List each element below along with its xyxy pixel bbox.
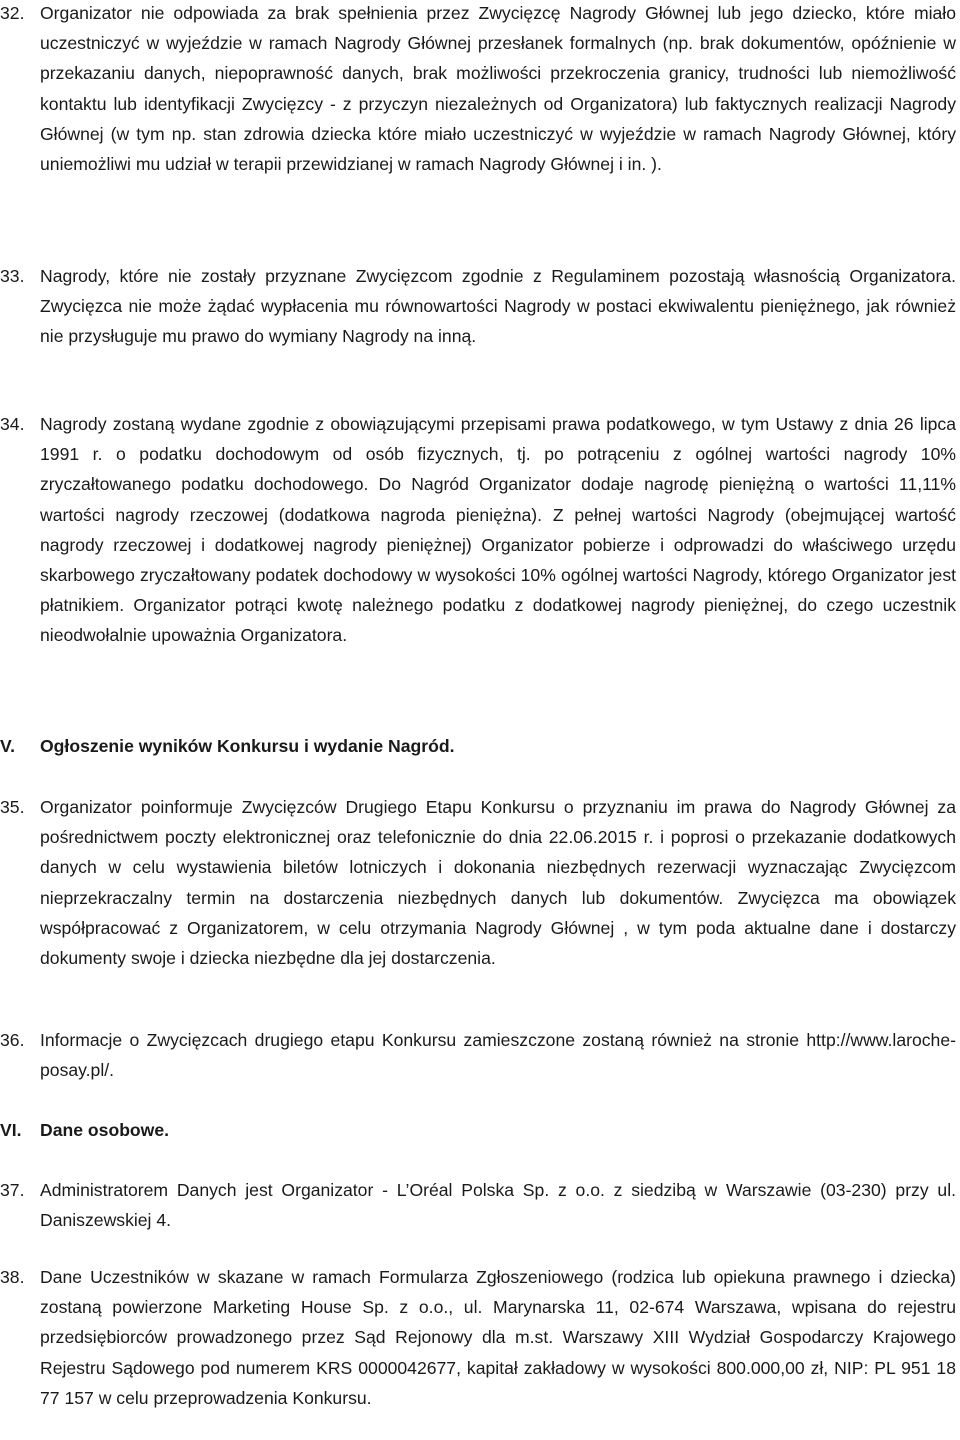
paragraph-number: 32.: [0, 3, 25, 23]
paragraph-number: 35.: [0, 797, 25, 817]
paragraph-text: Nagrody zostaną wydane zgodnie z obowiązującymi przepisami prawa podatkowego, w tym Ustawy z dnia 26 lipca 1991 r. o podatku dochodowym od osób fizycznych, tj. po potrąceniu z ogólnej wartości nagrody 10% zryczałtowanego podatku dochodowego. Do Nagród Organizator dodaje nagrodę pieniężną o wartości 11,11% wartości nagrody rzeczowej (dodatkowa nagroda pieniężna). Z pełnej wartości Nagrody (obejmującej wartość nagrody rzeczowej i dodatkowej nagrody pieniężnej) Organizator pobierze i odprowadzi do właściwego urzędu skarbowego zryczałtowany podatek dochodowy w wysokości 10% ogólnej wartości Nagrody, którego Organizator jest płatnikiem. Organizator potrąci kwotę należnego podatku z dodatkowej nagrody pieniężnej, do czego uczestnik nieodwołalnie upoważnia Organizatora.: [40, 414, 956, 646]
paragraph-number: 37.: [0, 1180, 25, 1200]
section-number: V.: [0, 736, 16, 756]
paragraph-number: 36.: [0, 1030, 25, 1050]
paragraph-number: 34.: [0, 414, 25, 434]
paragraph-text: Dane Uczestników w skazane w ramach Formularza Zgłoszeniowego (rodzica lub opiekuna prawnego i dziecka) zostaną powierzone Marketing House Sp. z o.o., ul. Marynarska 11, 02-674 Warszawa, wpisana do rejestru przedsiębiorców prowadzonego przez Sąd Rejonowy dla m.st. Warszawy XIII Wydział Gospodarczy Krajowego Rejestru Sądowego pod numerem KRS 0000042677, kapitał zakładowy w wysokości 800.000,00 zł, NIP: PL 951 18 77 157 w celu przeprowadzenia Konkursu.: [40, 1267, 956, 1408]
paragraph-38: [0, 1262, 956, 1413]
section-number: VI.: [0, 1120, 22, 1140]
paragraph-number: 38.: [0, 1267, 25, 1287]
paragraph-text: Informacje o Zwycięzcach drugiego etapu Konkursu zamieszczone zostaną również na stronie http://www.laroche-posay.pl/.: [40, 1030, 956, 1081]
paragraph-32: [0, 0, 956, 179]
section-heading-vi: [0, 1115, 956, 1145]
paragraph-text: Nagrody, które nie zostały przyznane Zwycięzcom zgodnie z Regulaminem pozostają własnością Organizatora. Zwycięzca nie może żądać wypłacenia mu równowartości Nagrody w postaci ekwiwalentu pieniężnego, jak również nie przysługuje mu prawo do wymiany Nagrody na inną.: [40, 266, 956, 347]
paragraph-text: Organizator nie odpowiada za brak spełnienia przez Zwycięzcę Nagrody Głównej lub jego dziecko, które miało uczestniczyć w wyjeździe w ramach Nagrody Głównej przesłanek formalnych (np. brak dokumentów, opóźnienie w przekazaniu danych, niepoprawność danych, brak możliwości przekroczenia granicy, trudności lub niemożliwość kontaktu lub identyfikacji Zwycięzcy - z przyczyn niezależnych od Organizatora) lub faktycznych realizacji Nagrody Głównej (w tym np. stan zdrowia dziecka które miało uczestniczyć w wyjeździe w ramach Nagrody Głównej, który uniemożliwi mu udział w terapii przewidzianej w ramach Nagrody Głównej i in. ).: [40, 3, 956, 175]
paragraph-35: [0, 792, 956, 973]
paragraph-number: 33.: [0, 266, 25, 286]
paragraph-text: Organizator poinformuje Zwycięzców Drugiego Etapu Konkursu o przyznaniu im prawa do Nagrody Głównej za pośrednictwem poczty elektronicznej oraz telefonicznie do dnia 22.06.2015 r. i poprosi o przekazanie dodatkowych danych w celu wystawienia biletów lotniczych i dokonania niezbędnych rezerwacji wyznaczając Zwycięzcom nieprzekraczalny termin na dostarczenia niezbędnych danych lub dokumentów. Zwycięzca ma obowiązek współpracować z Organizatorem, w celu otrzymania Nagrody Głównej , w tym poda aktualne dane i dostarczy dokumenty swoje i dziecka niezbędne dla jej dostarczenia.: [40, 797, 956, 969]
section-title: Ogłoszenie wyników Konkursu i wydanie Nagród.: [40, 736, 455, 756]
paragraph-33: [0, 261, 956, 352]
paragraph-37: [0, 1175, 956, 1235]
section-heading-v: [0, 731, 956, 761]
paragraph-text: Administratorem Danych jest Organizator - L’Oréal Polska Sp. z o.o. z siedzibą w Warszawie (03-230) przy ul. Daniszewskiej 4.: [40, 1180, 956, 1231]
paragraph-34: [0, 409, 956, 651]
section-title: Dane osobowe.: [40, 1120, 170, 1140]
paragraph-36: [0, 1025, 956, 1085]
